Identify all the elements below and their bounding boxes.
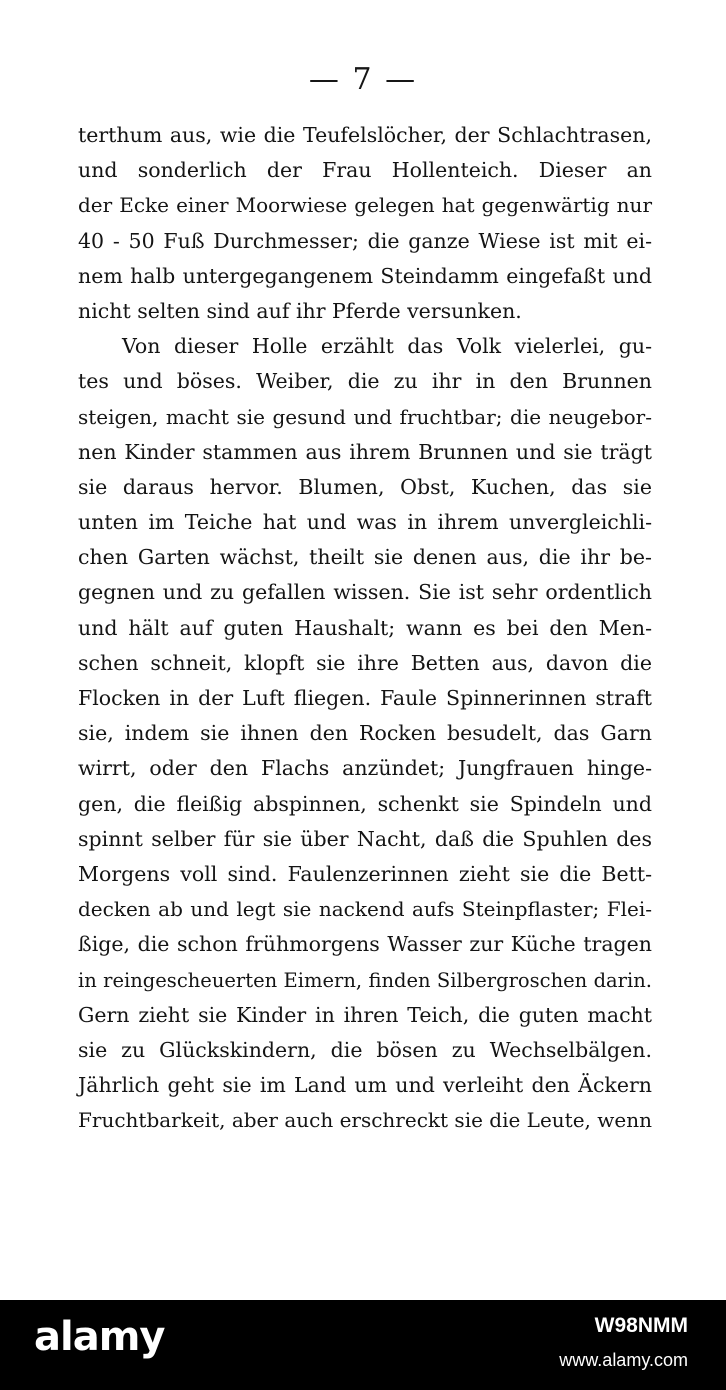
text-line: Jährlich geht sie im Land um und verleiht den Äckern xyxy=(78,1073,652,1098)
watermark-image-id: W98NMM xyxy=(594,1314,688,1337)
page-number: — 7 — xyxy=(308,62,418,97)
text-line: in reingescheuerten Eimern, finden Silbergroschen darin. xyxy=(78,968,652,992)
text-line: sie zu Glückskindern, die bösen zu Wechselbälgen. xyxy=(78,1037,652,1062)
text-line: der Ecke einer Moorwiese gelegen hat gegenwärtig nur xyxy=(78,193,652,218)
text-line: Morgens voll sind. Faulenzerinnen zieht sie die Bett- xyxy=(78,861,652,886)
text-line: nen Kinder stammen aus ihrem Brunnen und sie trägt xyxy=(78,439,652,464)
text-line: nem halb untergegangenem Steindamm eingefaßt und xyxy=(78,263,652,288)
text-line: steigen, macht sie gesund und fruchtbar; die neugebor- xyxy=(78,404,652,429)
text-line: Fruchtbarkeit, aber auch erschreckt sie die Leute, wenn xyxy=(78,1108,652,1133)
text-line: unten im Teiche hat und was in ihrem unvergleichli- xyxy=(78,510,652,535)
watermark-logo: alamy xyxy=(34,1314,165,1360)
paragraph-start-line: Von dieser Holle erzählt das Volk vielerlei, gu- xyxy=(122,334,652,359)
text-line: chen Garten wächst, theilt sie denen aus, die ihr be- xyxy=(78,545,652,570)
text-line: 40 - 50 Fuß Durchmesser; die ganze Wiese ist mit ei- xyxy=(78,228,652,253)
text-line: wirrt, oder den Flachs anzündet; Jungfrauen hinge- xyxy=(78,756,652,781)
text-line: decken ab und legt sie nackend aufs Steinpflaster; Flei- xyxy=(78,897,652,922)
watermark-url: www.alamy.com xyxy=(559,1350,688,1370)
text-line: und sonderlich der Frau Hollenteich. Dieser an xyxy=(78,158,652,183)
text-line: gen, die fleißig abspinnen, schenkt sie Spindeln und xyxy=(78,791,652,816)
text-line: schen schneit, klopft sie ihre Betten aus, davon die xyxy=(78,650,652,675)
text-line: nicht selten sind auf ihr Pferde versunken. xyxy=(78,298,522,323)
text-line: ßige, die schon frühmorgens Wasser zur Küche tragen xyxy=(78,932,652,957)
text-line: sie, indem sie ihnen den Rocken besudelt, das Garn xyxy=(78,721,652,746)
watermark-bar xyxy=(0,1300,726,1390)
text-line: Gern zieht sie Kinder in ihren Teich, die guten macht xyxy=(78,1002,652,1027)
text-line: tes und böses. Weiber, die zu ihr in den Brunnen xyxy=(78,369,652,394)
body-text xyxy=(78,118,652,1138)
text-line: sie daraus hervor. Blumen, Obst, Kuchen, das sie xyxy=(78,474,652,499)
text-line: spinnt selber für sie über Nacht, daß die Spuhlen des xyxy=(78,826,652,851)
text-line: terthum aus, wie die Teufelslöcher, der Schlachtrasen, xyxy=(78,123,652,147)
text-line: gegnen und zu gefallen wissen. Sie ist sehr ordentlich xyxy=(78,580,652,605)
text-line: und hält auf guten Haushalt; wann es bei den Men- xyxy=(78,615,652,640)
text-line: Flocken in der Luft fliegen. Faule Spinnerinnen straft xyxy=(78,686,652,710)
